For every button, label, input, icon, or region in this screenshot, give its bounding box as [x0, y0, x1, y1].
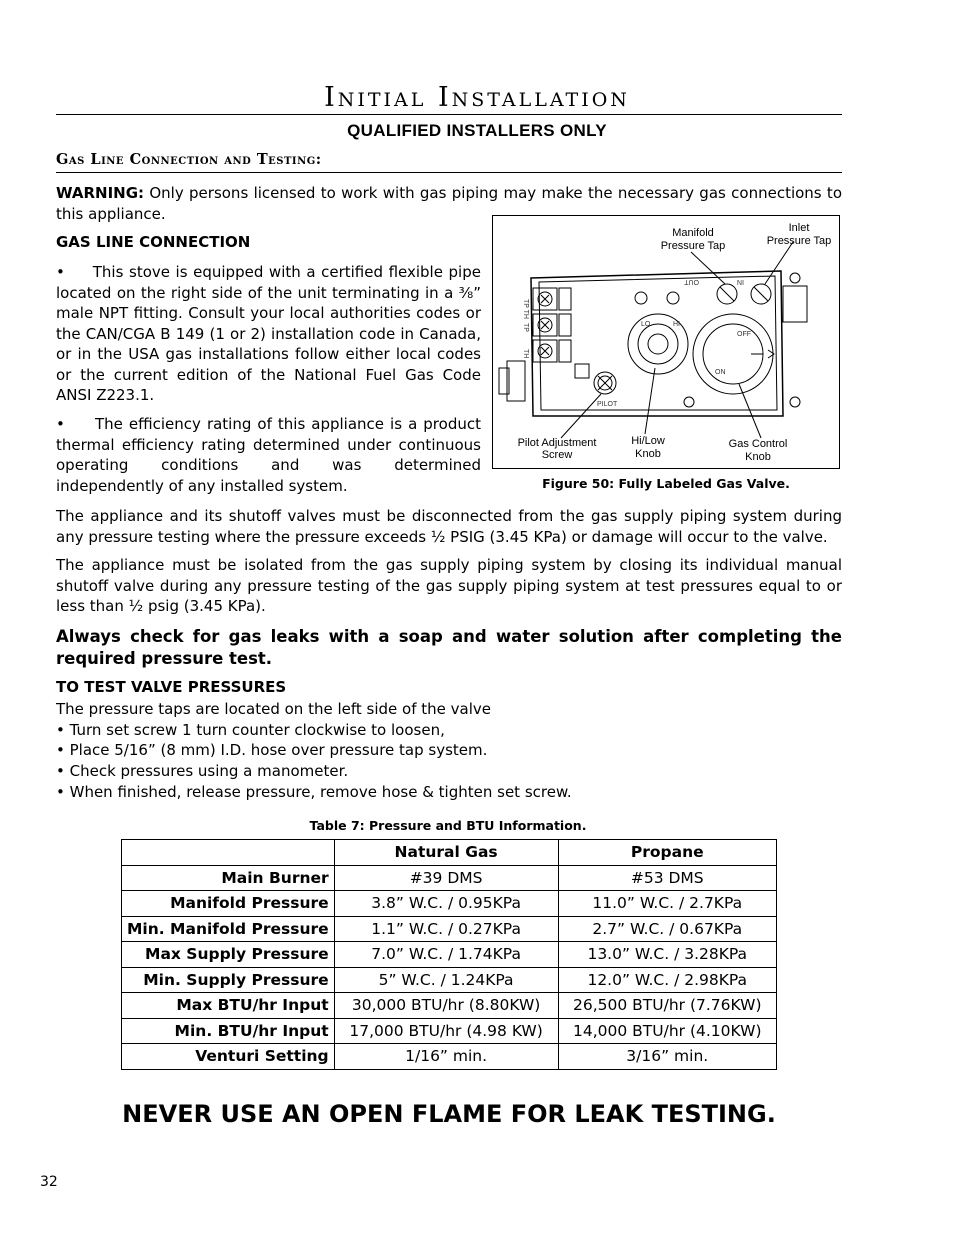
- step-line: The pressure taps are located on the left side of the valve: [56, 700, 491, 718]
- label-inlet-line1: Inlet: [788, 222, 810, 234]
- table-header-row: [122, 840, 777, 866]
- page-subtitle: QUALIFIED INSTALLERS ONLY: [347, 121, 607, 140]
- section-rule: [56, 172, 842, 173]
- natural-gas-cell: 1.1” W.C. / 0.27KPa: [334, 916, 558, 942]
- natural-gas-cell: 30,000 BTU/hr (8.80KW): [334, 993, 558, 1019]
- mark-pilot: PILOT: [597, 401, 618, 408]
- label-hilo-line1: Hi/Low: [631, 435, 665, 447]
- propane-cell: 11.0” W.C. / 2.7KPa: [558, 891, 776, 917]
- mark-tp: TP: [522, 323, 529, 332]
- pressure-btu-table: [121, 839, 777, 1070]
- bullet-dot: •: [56, 415, 95, 433]
- table-row: [122, 865, 777, 891]
- mark-in: IN: [737, 278, 744, 285]
- page-title: Initial Installation: [324, 82, 630, 113]
- mark-th: TH: [522, 349, 529, 359]
- step-line: • Turn set screw 1 turn counter clockwise to loosen,: [56, 720, 445, 739]
- mark-tp-th: TP TH: [522, 299, 529, 319]
- label-manifold-line1: Manifold: [672, 227, 714, 239]
- header-cell-empty: [122, 840, 335, 866]
- natural-gas-cell: 3.8” W.C. / 0.95KPa: [334, 891, 558, 917]
- natural-gas-cell: 7.0” W.C. / 1.74KPa: [334, 942, 558, 968]
- test-valve-heading: TO TEST VALVE PRESSURES: [56, 678, 287, 696]
- gas-line-heading: GAS LINE CONNECTION: [56, 233, 251, 251]
- paragraph-disconnect: The appliance and its shutoff valves must be disconnected from the gas supply piping system during any pressure testing where the pressure exceeds ½ PSIG (3.45 KPa) or damage will occur to the valve.: [56, 507, 842, 546]
- title-rule: [56, 114, 842, 115]
- label-gas-line2: Knob: [745, 451, 771, 463]
- label-pilot-line2: Screw: [541, 449, 573, 461]
- step-line: • Place 5/16” (8 mm) I.D. hose over pressure tap system.: [56, 741, 488, 760]
- gas-valve-figure: [492, 215, 840, 469]
- mark-off: OFF: [737, 331, 751, 338]
- row-label: Venturi Setting: [122, 1044, 335, 1070]
- gas-valve-diagram: [493, 216, 838, 467]
- mark-hi: HI: [673, 321, 680, 328]
- propane-cell: 12.0” W.C. / 2.98KPa: [558, 967, 776, 993]
- mark-out: OUT: [684, 278, 699, 285]
- label-inlet-line2: Pressure Tap: [766, 235, 832, 247]
- table-row: [122, 967, 777, 993]
- bullet-flexible-pipe: [56, 262, 481, 406]
- mark-on: ON: [715, 369, 726, 376]
- natural-gas-cell: 1/16” min.: [334, 1044, 558, 1070]
- row-label: Min. Manifold Pressure: [122, 916, 335, 942]
- row-label: Main Burner: [122, 865, 335, 891]
- bullet-dot: •: [56, 263, 93, 281]
- step-line: • Check pressures using a manometer.: [56, 762, 349, 781]
- bullet-text: The efficiency rating of this appliance is a product thermal efficiency rating determined under continuous operating conditions and was determined independently of any installed system.: [56, 415, 481, 495]
- propane-cell: #53 DMS: [558, 865, 776, 891]
- propane-cell: 26,500 BTU/hr (7.76KW): [558, 993, 776, 1019]
- row-label: Min. BTU/hr Input: [122, 1018, 335, 1044]
- propane-cell: 3/16” min.: [558, 1044, 776, 1070]
- header-cell-propane: Propane: [558, 840, 776, 866]
- never-open-flame-warning: NEVER USE AN OPEN FLAME FOR LEAK TESTING.: [122, 1100, 776, 1128]
- propane-cell: 13.0” W.C. / 3.28KPa: [558, 942, 776, 968]
- table-row: [122, 891, 777, 917]
- natural-gas-cell: 17,000 BTU/hr (4.98 KW): [334, 1018, 558, 1044]
- step-line: • When finished, release pressure, remove hose & tighten set screw.: [56, 782, 572, 801]
- table-caption: Table 7: Pressure and BTU Information.: [309, 818, 587, 833]
- table-row: [122, 1044, 777, 1070]
- propane-cell: 14,000 BTU/hr (4.10KW): [558, 1018, 776, 1044]
- test-steps-list: [56, 699, 842, 803]
- propane-cell: 2.7” W.C. / 0.67KPa: [558, 916, 776, 942]
- label-manifold-line2: Pressure Tap: [660, 240, 726, 252]
- mark-lo: LO: [641, 321, 651, 328]
- paragraph-isolate: The appliance must be isolated from the gas supply piping system by closing its individual manual shutoff valve during any pressure testing of the gas supply piping system at test pressures equal to or less than ½ psig (3.45 KPa).: [56, 556, 842, 615]
- bullet-text: This stove is equipped with a certified flexible pipe located on the right side of the unit terminating in a ⅜” male NPT fitting. Consult your local authorities codes or the CAN/CGA B 149 (1 or 2) installation code in Canada, or in the USA gas installations follow either local codes or the current edition of the National Fuel Gas Code ANSI Z223.1.: [56, 263, 481, 404]
- label-pilot-line1: Pilot Adjustment: [517, 437, 597, 449]
- label-gas-line1: Gas Control: [728, 438, 788, 450]
- leak-check-notice: Always check for gas leaks with a soap and water solution after completing the required pressure test.: [56, 627, 842, 668]
- row-label: Min. Supply Pressure: [122, 967, 335, 993]
- table-row: [122, 993, 777, 1019]
- header-cell-natural-gas: Natural Gas: [334, 840, 558, 866]
- label-hilo-line2: Knob: [635, 448, 661, 460]
- row-label: Max Supply Pressure: [122, 942, 335, 968]
- table-row: [122, 942, 777, 968]
- warning-text: Only persons licensed to work with gas piping may make the necessary gas connections to this appliance.: [56, 184, 842, 223]
- row-label: Manifold Pressure: [122, 891, 335, 917]
- figure-caption: Figure 50: Fully Labeled Gas Valve.: [542, 476, 790, 491]
- row-label: Max BTU/hr Input: [122, 993, 335, 1019]
- table-row: [122, 1018, 777, 1044]
- table-row: [122, 916, 777, 942]
- natural-gas-cell: 5” W.C. / 1.24KPa: [334, 967, 558, 993]
- natural-gas-cell: #39 DMS: [334, 865, 558, 891]
- section-heading: Gas Line Connection and Testing:: [56, 151, 322, 168]
- bullet-efficiency: [56, 414, 481, 496]
- page-number: 32: [40, 1174, 58, 1190]
- warning-label: WARNING:: [56, 184, 145, 202]
